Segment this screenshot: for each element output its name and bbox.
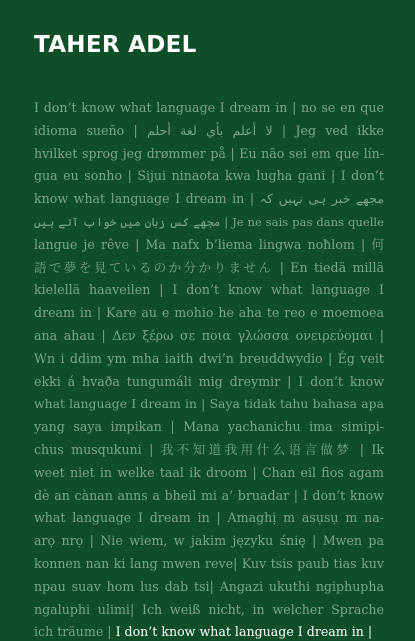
final-text-line [34,621,384,641]
text-line: gua eu sonho | Sijui ninaota kwa lugha gani | I don’t [34,168,384,184]
text-line: ana ahau | Δεν ξέρω σε ποια γλώσσα ονειρεύομαι | [34,327,384,343]
text-line: what language I dream in | Amaghị m asụsụ m na- [34,510,384,526]
text-line: what language I dream in | Saya tidak tahu bahasa apa [34,396,384,412]
multilingual-text-block [34,97,384,641]
text-line: dream in | Kare au e mohio he aha te reo e moemoea [34,305,384,321]
text-line: idioma sueño | لا أعلم بأي لغة أحلم | Jeg ved ikke [34,122,384,138]
highlighted-title-text: I don’t know what language I dream in | [115,624,373,640]
text-line: kielellä haaveilen | I don’t know what language I [34,282,384,298]
text-line: yang saya impikan | Mana yachanichu ima simipi- [34,419,384,435]
text-line: konnen nan ki lang mwen reve| Kuv tsis paub tias kuv [34,555,384,571]
author-name: TAHER ADEL [34,32,197,58]
text-line: hvilket sprog jeg drømmer på | Eu não sei em que lín- [34,145,384,161]
text-line: ekki á hvaða tungumáli mig dreymir | I don’t know [34,373,384,389]
text-line: I don’t know what language I dream in | no se en que [34,100,384,115]
text-line: chus musqukuni | 我不知道我用什么语言做梦 | Ik [34,441,384,457]
text-line: ngaluphi ulimi| Ich weiß nicht, in welcher Sprache [34,601,384,617]
text-line: langue je rêve | Ma nafx b’liema lingwa noħlom | 何 [34,236,384,252]
text-line: 語で夢を見ているのか分かりません | En tiedä millä [34,259,384,275]
text-line: dè an cànan anns a bheil mi a’ bruadar | I don’t know [34,487,384,503]
text-line: weet niet in welke taal ik droom | Chan eil fios agam [34,464,384,480]
final-line-lead: ich träume | [34,624,112,640]
text-line: Wn i ddim ym mha iaith dwi’n breuddwydio | Ég veit [34,350,384,366]
text-line: know what language I dream in | مجھے خبر ہی نہیں کہ [34,191,384,207]
text-line: npau suav hom lus dab tsi| Angazi ukuthi ngiphupha [34,578,384,594]
text-line: مجھے کس زبان میں خواب آتے ہیں | Je ne sais pas dans quelle [34,214,384,229]
text-line: arọ nrọ | Nie wiem, w jakim języku śnię | Mwen pa [34,533,384,549]
